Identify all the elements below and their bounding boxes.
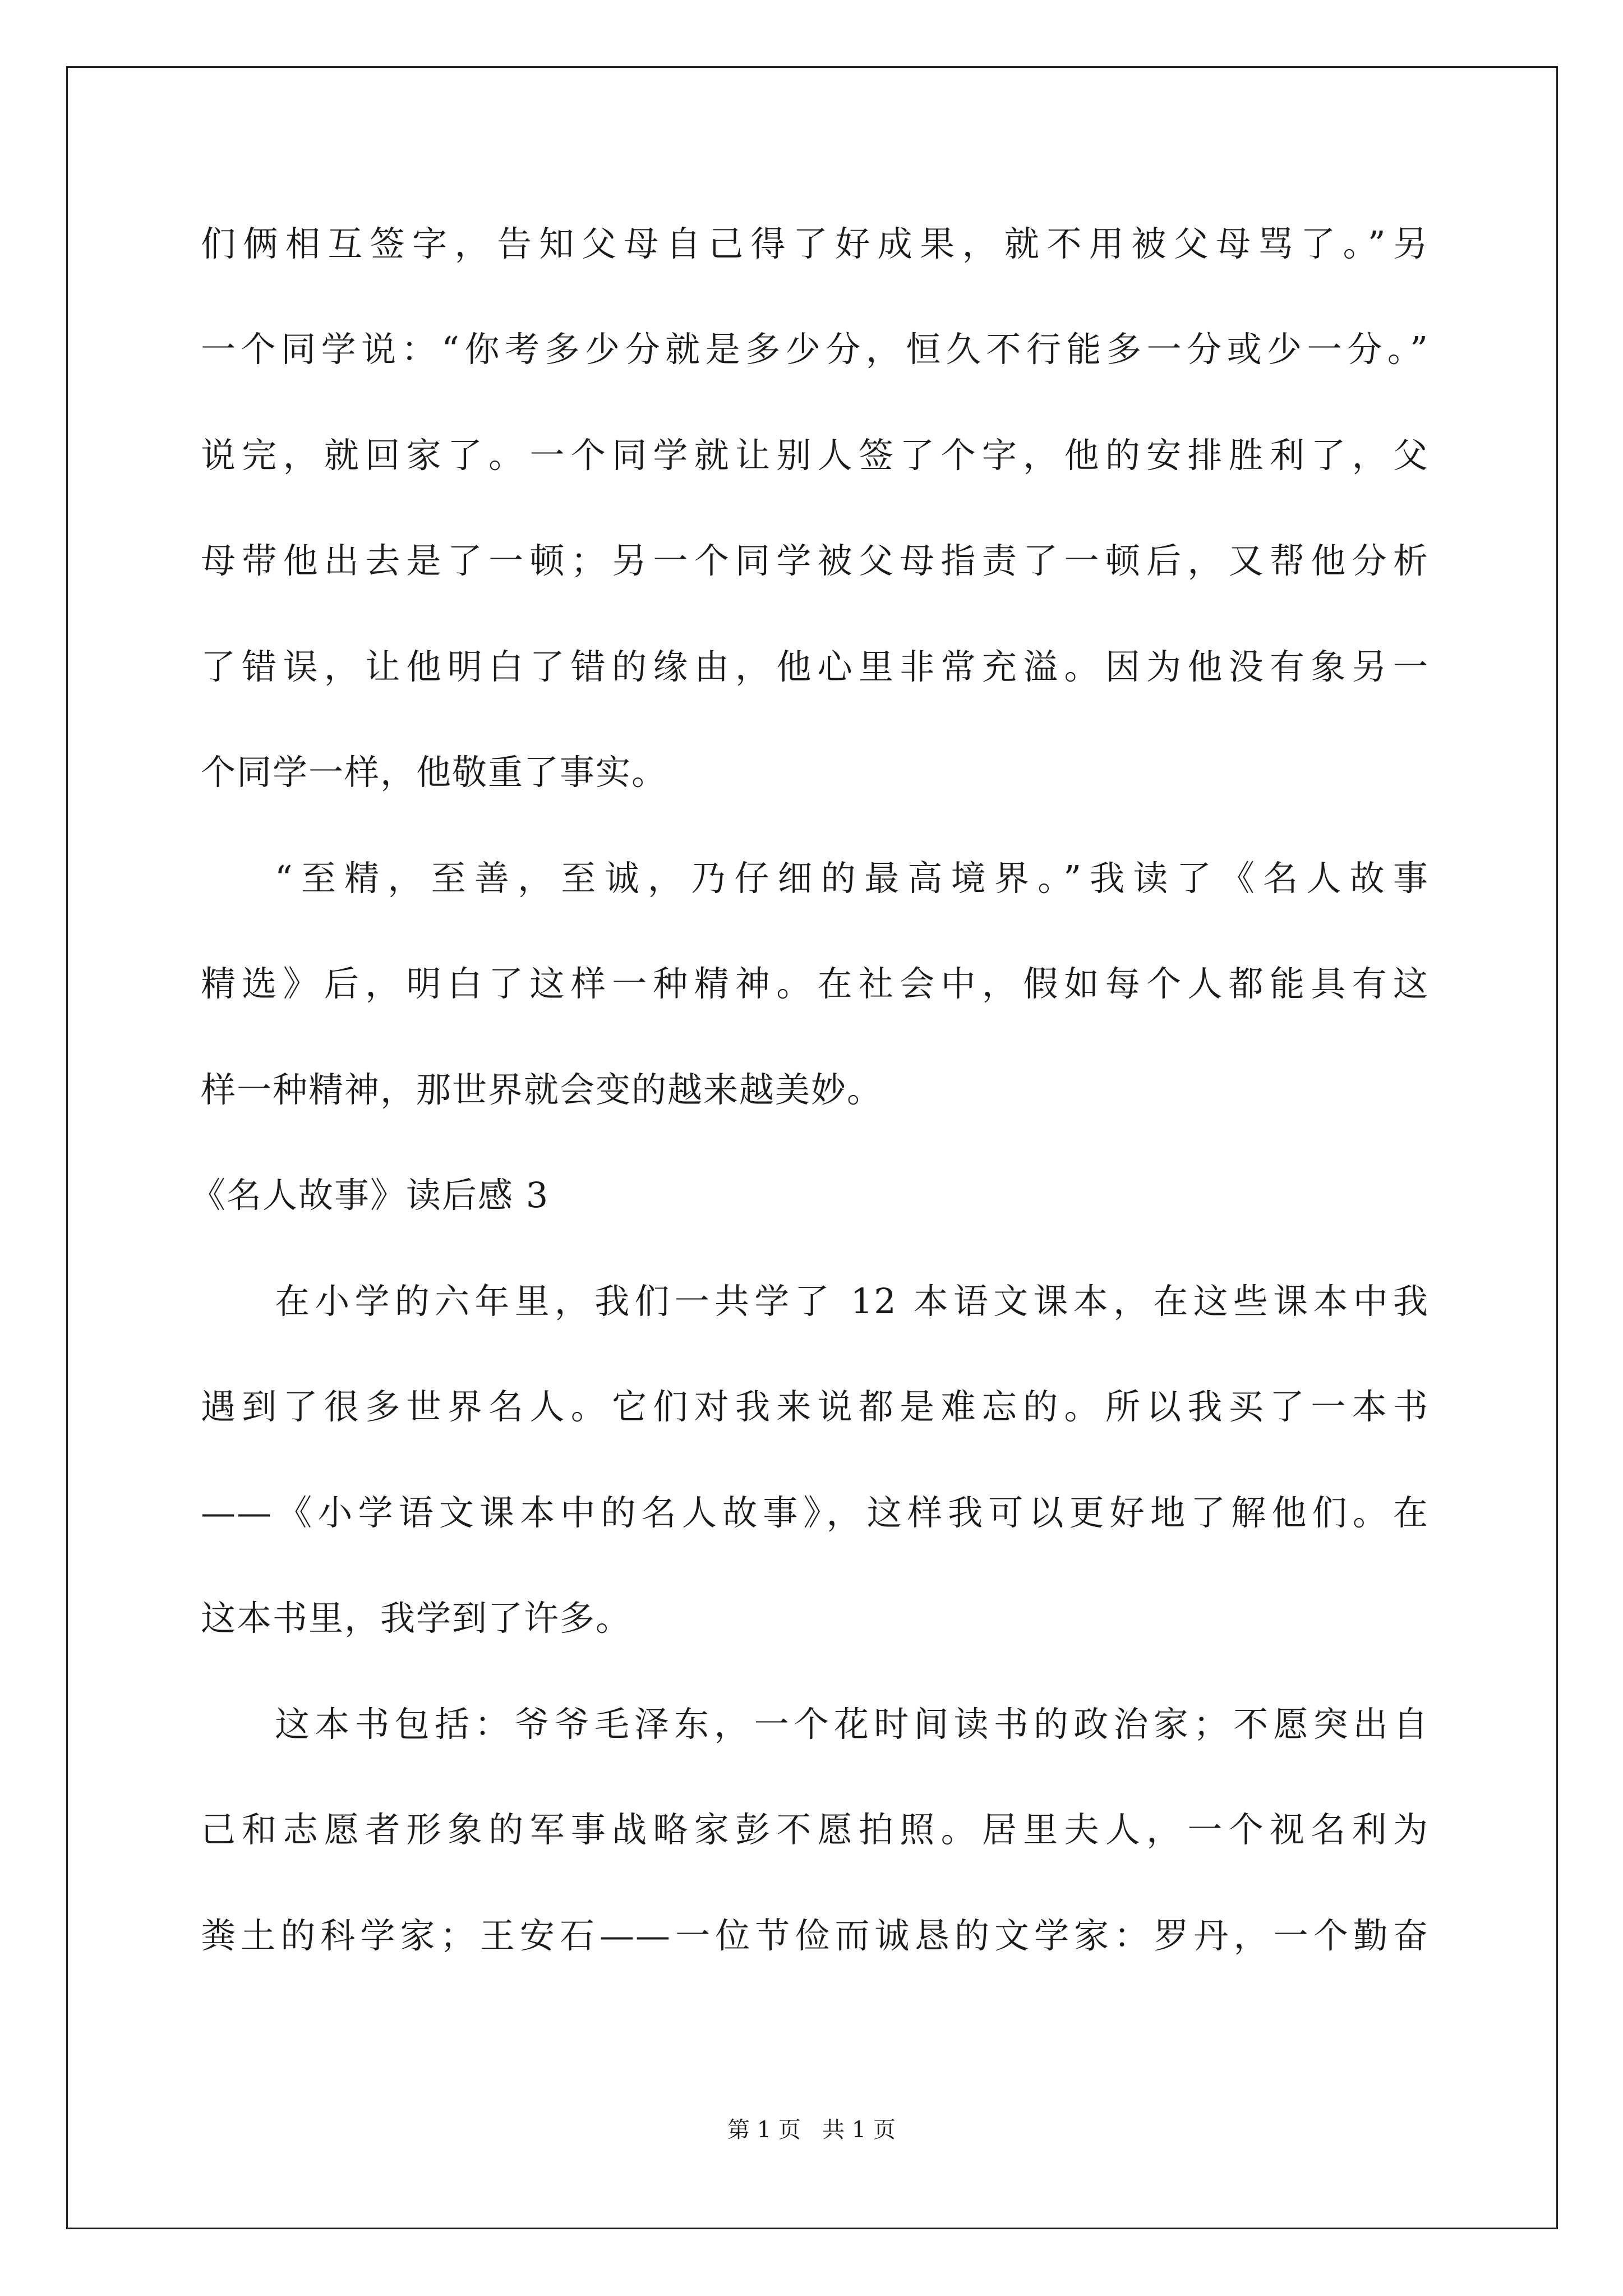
body-text-line: 精选》后，明白了这样一种精神。在社会中，假如每个人都能具有这 — [201, 963, 1429, 1004]
body-text-line: 一个同学说：“你考多少分就是多少分，恒久不行能多一分或少一分。” — [201, 329, 1429, 370]
page-border — [66, 66, 1558, 2229]
section-heading: 《名人故事》读后感 3 — [191, 1175, 550, 1216]
body-text-line: 了错误，让他明白了错的缘由，他心里非常充溢。因为他没有象另一 — [201, 646, 1429, 687]
body-text-line: 样一种精神，那世界就会变的越来越美妙。 — [201, 1069, 883, 1110]
body-text-line: 这本书里，我学到了许多。 — [201, 1598, 632, 1639]
body-text-line: 己和志愿者形象的军事战略家彭不愿拍照。居里夫人，一个视名利为 — [201, 1809, 1429, 1850]
body-text-line: 说完，就回家了。一个同学就让别人签了个字，他的安排胜利了，父 — [201, 435, 1429, 476]
body-text-line: ——《小学语文课本中的名人故事》，这样我可以更好地了解他们。在 — [201, 1492, 1429, 1533]
body-text-line: 个同学一样，他敬重了事实。 — [201, 752, 668, 793]
paragraph-first-line: 这本书包括：爷爷毛泽东，一个花时间读书的政治家；不愿突出自 — [275, 1704, 1429, 1745]
paragraph-first-line: 在小学的六年里，我们一共学了 12 本语文课本，在这些课本中我 — [275, 1281, 1429, 1322]
body-text-line: 们俩相互签字，告知父母自己得了好成果，就不用被父母骂了。”另 — [201, 223, 1429, 264]
paragraph-first-line: “至精，至善，至诚，乃仔细的最高境界。”我读了《名人故事 — [275, 858, 1429, 899]
body-text-line: 母带他出去是了一顿；另一个同学被父母指责了一顿后，又帮他分析 — [201, 540, 1429, 581]
page-number-footer: 第 1 页 共 1 页 — [727, 2117, 896, 2143]
body-text-line: 遇到了很多世界名人。它们对我来说都是难忘的。所以我买了一本书 — [201, 1386, 1429, 1427]
body-text-line: 粪土的科学家；王安石——一位节俭而诚恳的文学家：罗丹，一个勤奋 — [201, 1915, 1429, 1956]
